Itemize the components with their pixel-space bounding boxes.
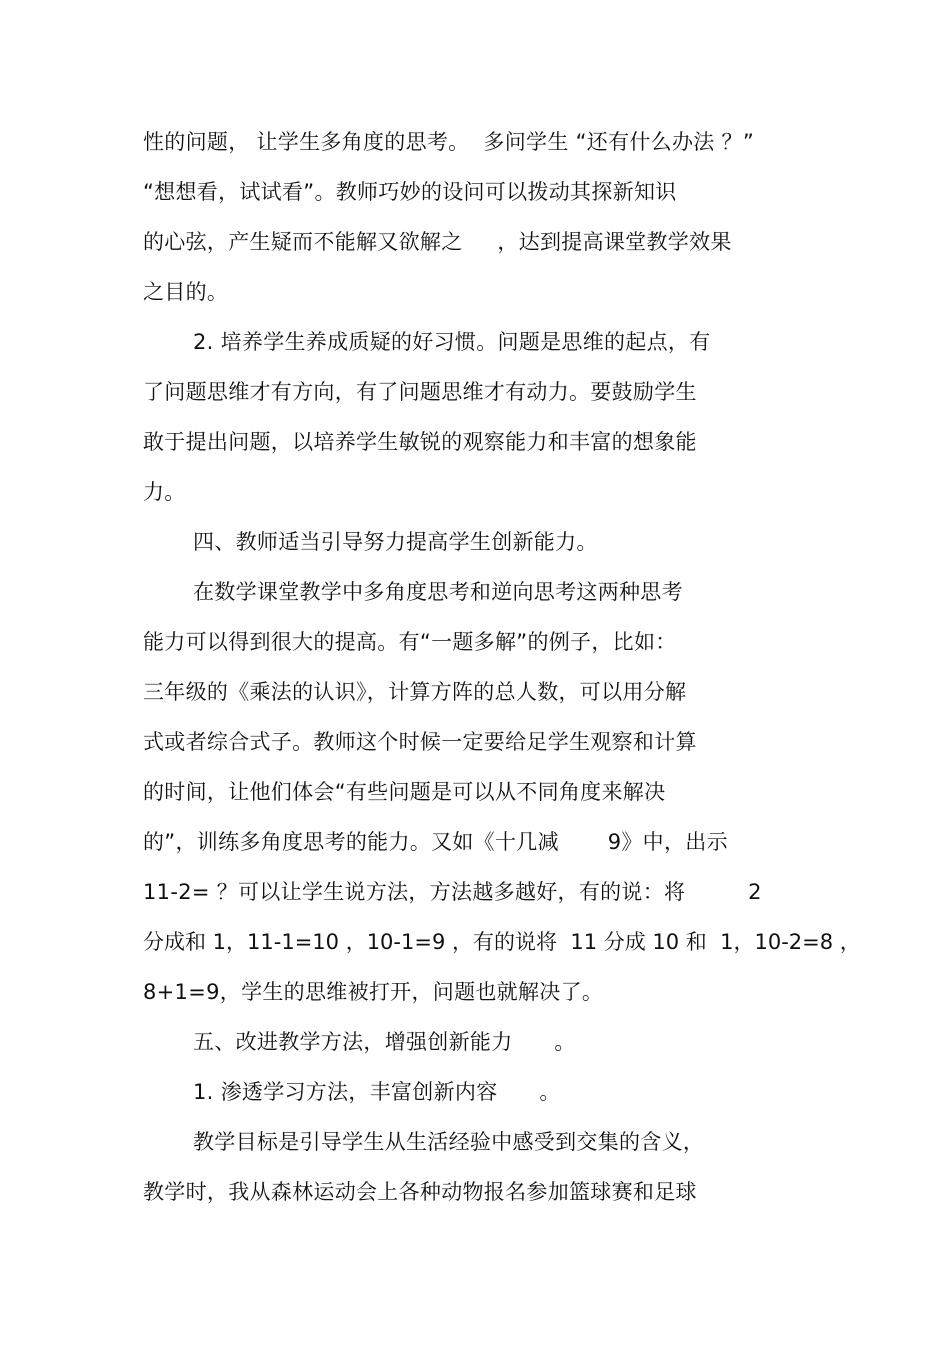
text-line: 在数学课堂教学中多角度思考和逆向思考这两种思考 [193, 580, 683, 604]
text-line: 教学时，我从森林运动会上各种动物报名参加篮球赛和足球 [143, 1180, 697, 1204]
text-line: 力。 [143, 480, 186, 504]
text-line: 性的问题， 让学生多角度的思考。 多问学生 “还有什么办法 ？” [143, 130, 755, 154]
text-line: 之目的。 [143, 280, 229, 304]
subsection-heading: 1. 渗透学习方法，丰富创新内容 。 [193, 1080, 561, 1104]
text-line: 2. 培养学生养成质疑的好习惯。问题是思维的起点，有 [193, 330, 711, 354]
text-line: “想想看，试试看”。教师巧妙的设问可以拨动其探新知识 [143, 180, 677, 204]
text-line: 的”，训练多角度思考的能力。又如《十几减 9》中，出示 [143, 830, 728, 854]
text-line: 的心弦，产生疑而不能解又欲解之 ，达到提高课堂教学效果 [143, 230, 732, 254]
text-line: 的时间，让他们体会“有些问题是可以从不同角度来解决 [143, 780, 666, 804]
text-line: 三年级的《乘法的认识》，计算方阵的总人数，可以用分解 [143, 680, 687, 704]
section-heading: 四、教师适当引导努力提高学生创新能力。 [193, 530, 598, 554]
text-line: 能力可以得到很大的提高。有“一题多解”的例子，比如： [143, 630, 677, 654]
text-line: 了问题思维才有方向，有了问题思维才有动力。要鼓励学生 [143, 380, 697, 404]
text-line: 8+1=9，学生的思维被打开，问题也就解决了。 [143, 980, 604, 1004]
text-line: 式或者综合式子。教师这个时候一定要给足学生观察和计算 [143, 730, 697, 754]
text-line: 敢于提出问题，以培养学生敏锐的观察能力和丰富的想象能 [143, 430, 697, 454]
text-line: 11-2= ？可以让学生说方法，方法越多越好，有的说：将 2 [143, 880, 762, 904]
text-line: 教学目标是引导学生从生活经验中感受到交集的含义， [193, 1130, 705, 1154]
section-heading: 五、改进教学方法，增强创新能力 。 [193, 1030, 576, 1054]
text-line: 分成和 1，11-1=10 ，10-1=9 ，有的说将 11 分成 10 和 1，10-2=8 ， [143, 930, 861, 954]
